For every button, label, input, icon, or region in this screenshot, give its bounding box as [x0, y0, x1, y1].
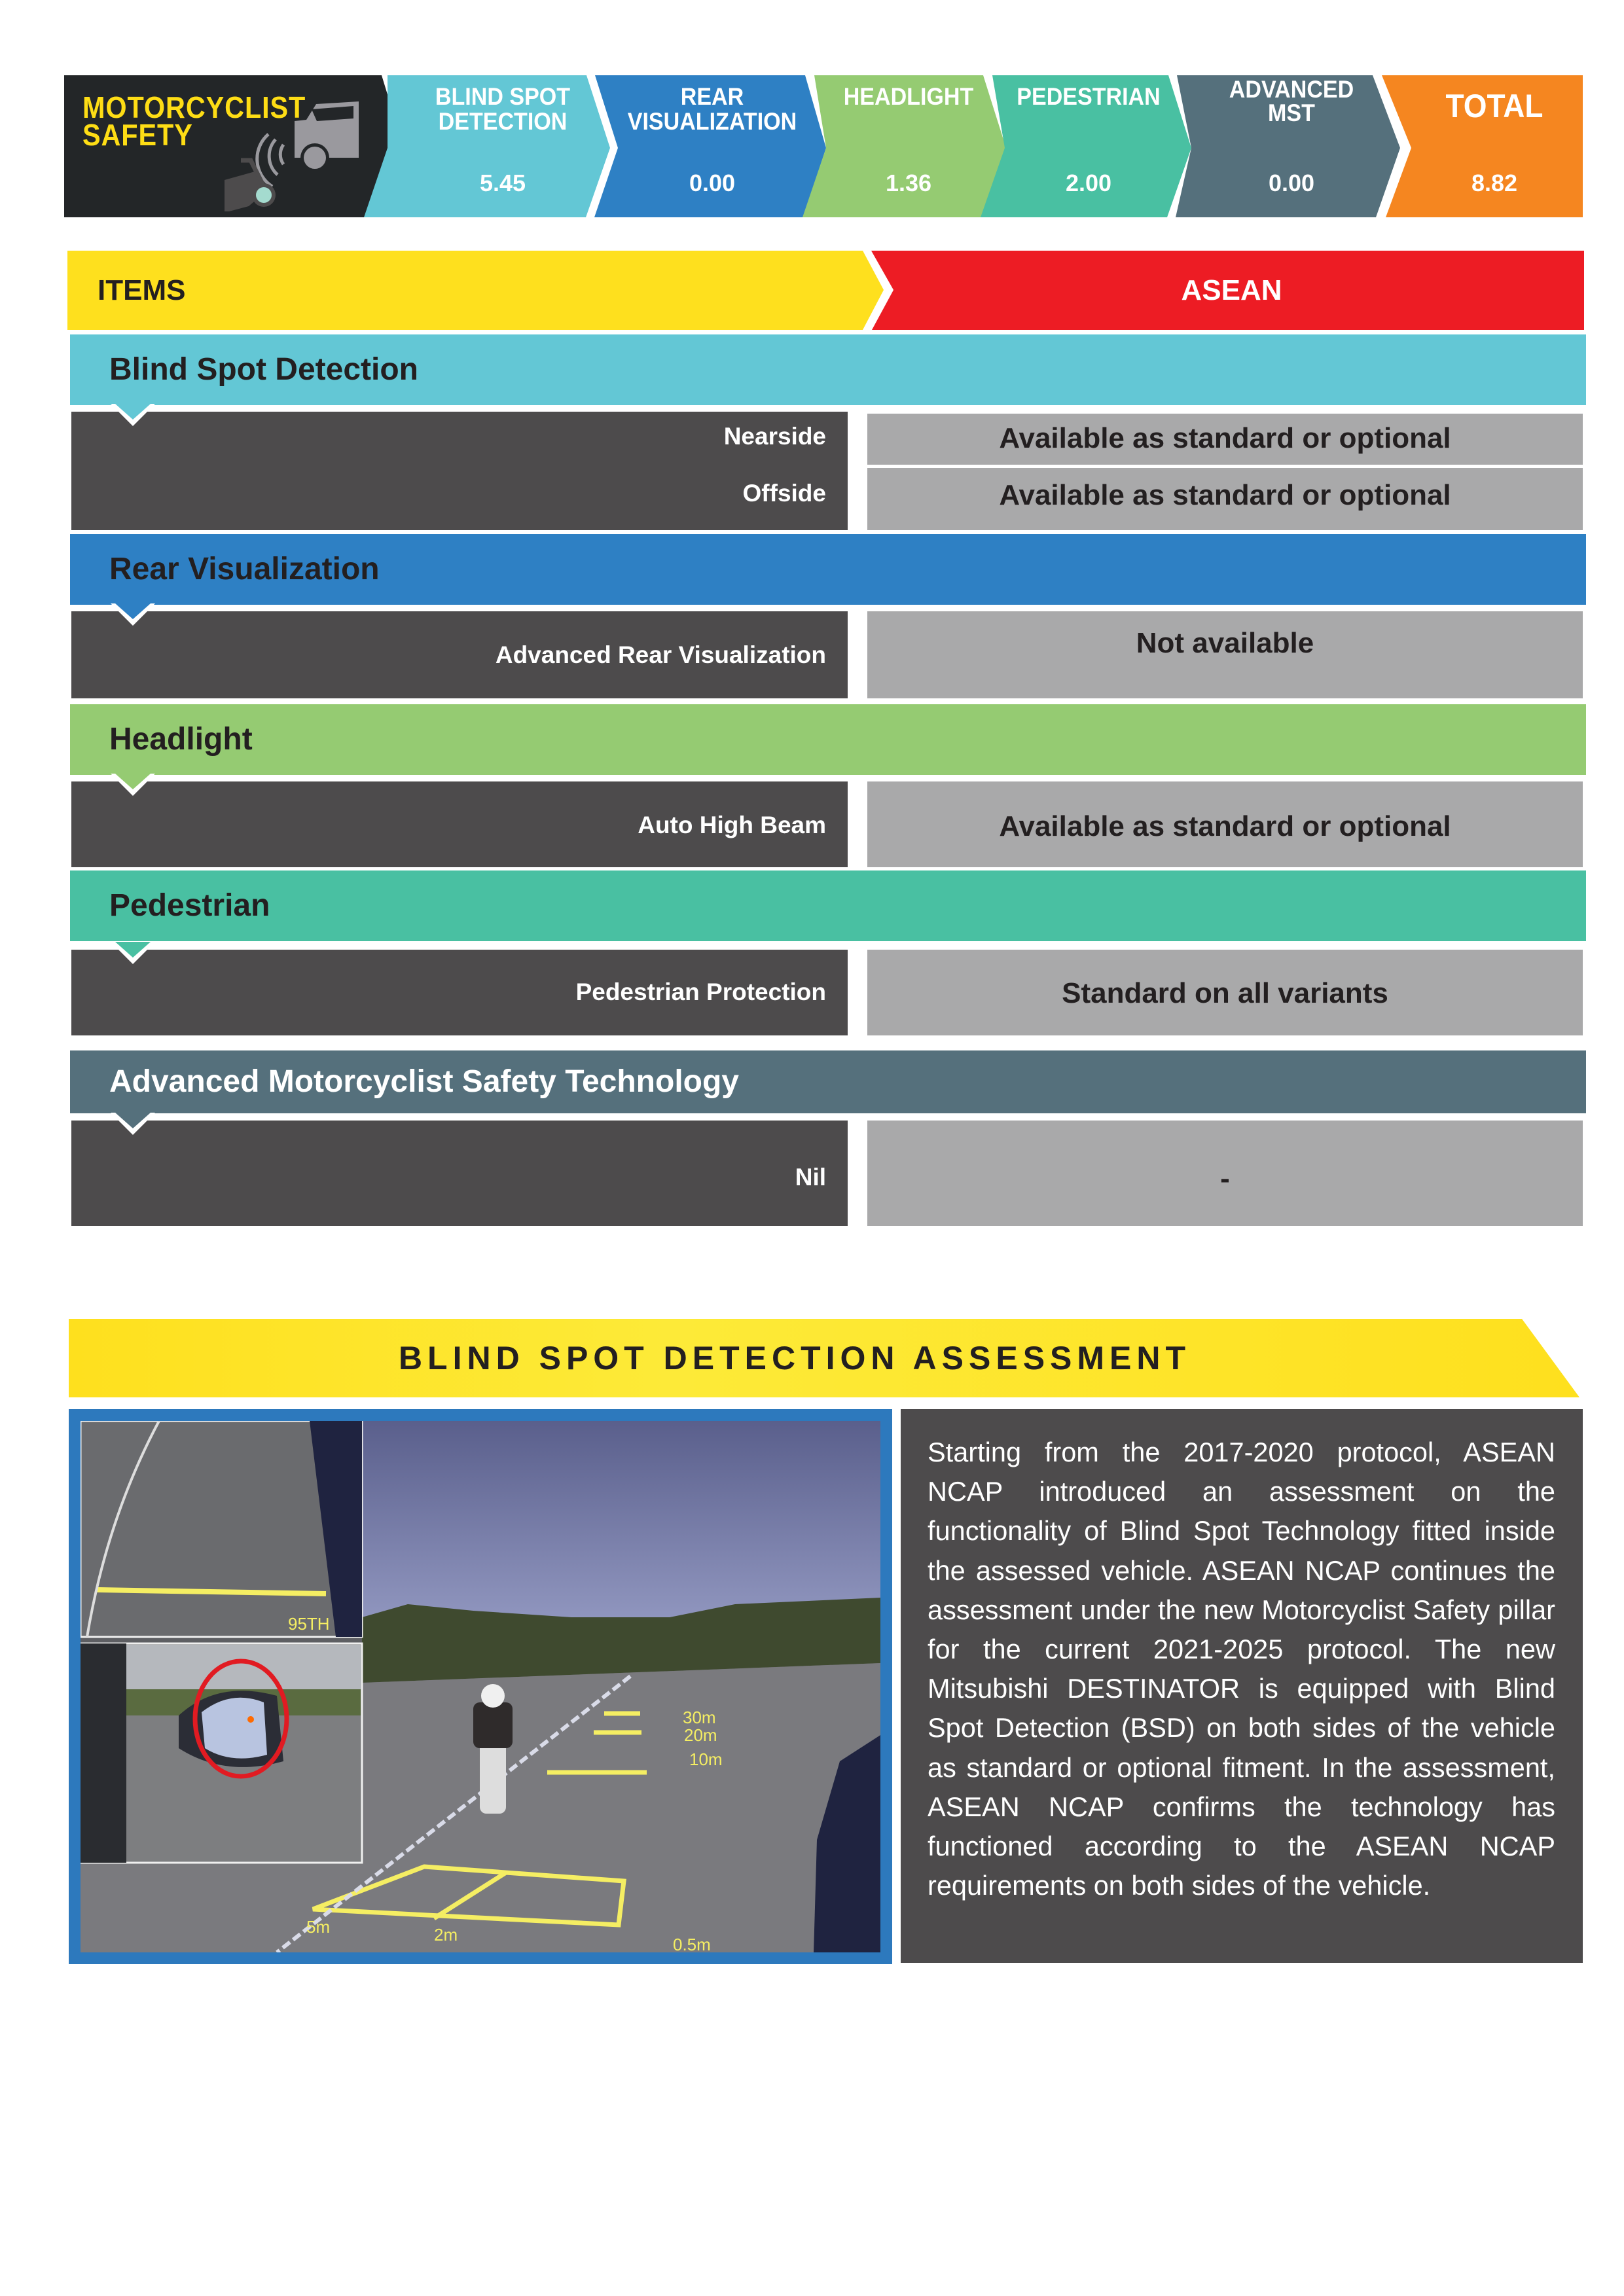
segment-value-rear-visualization: 0.00 — [689, 170, 736, 196]
value-cell — [867, 781, 1583, 867]
segment-label-total: TOTAL — [1445, 88, 1543, 124]
segment-value-total: 8.82 — [1471, 170, 1518, 196]
item-label-pedestrian-protection: Pedestrian Protection — [575, 978, 826, 1005]
value-cell — [867, 1121, 1583, 1226]
inset-mirror-warning — [81, 1643, 362, 1863]
category-title: Rear Visualization — [109, 552, 380, 586]
segment-label-rear-visualization — [622, 84, 803, 134]
segment-label-line: ADVANCED — [1229, 76, 1354, 103]
photo-label-95th: 95TH — [288, 1614, 330, 1634]
assessment-photo — [81, 1421, 880, 1952]
notch-arrow-fill — [115, 774, 151, 789]
logo-title — [82, 90, 306, 152]
item-label-auto-high-beam: Auto High Beam — [638, 812, 826, 838]
segment-value-advanced-mst: 0.00 — [1268, 170, 1315, 196]
segment-label-line: VISUALIZATION — [627, 108, 797, 135]
items-cell-advanced-mst — [71, 1121, 848, 1226]
assessment-banner — [69, 1319, 1579, 1397]
items-cell-blind-spot — [71, 412, 848, 530]
items-header-bg — [67, 251, 884, 330]
segment-label-blind-spot — [412, 84, 593, 134]
blind-spot-warning-light — [247, 1716, 254, 1723]
notch-arrow-fill — [115, 404, 151, 420]
segment-value-blind-spot: 5.45 — [479, 170, 526, 196]
segment-label-line: BLIND SPOT — [435, 83, 571, 110]
item-label-nil: Nil — [795, 1164, 826, 1191]
value-cell — [867, 611, 1583, 698]
items-cell-pedestrian — [71, 950, 848, 1035]
item-label-nearside: Nearside — [723, 423, 826, 450]
category-bar-rear-visualization — [70, 534, 1586, 605]
items-cell-rear-visualization — [71, 611, 848, 698]
value-cell — [867, 468, 1583, 530]
segment-label-line: PEDESTRIAN — [1017, 83, 1161, 110]
photo-label-30m: 30m — [683, 1708, 716, 1727]
assessment-description-box — [901, 1409, 1583, 1963]
logo-title-line1: MOTORCYCLIST — [82, 90, 306, 124]
value-pedestrian-protection: Standard on all variants — [1062, 977, 1388, 1009]
value-offside: Available as standard or optional — [999, 479, 1451, 511]
photo-label-2m: 2m — [434, 1925, 458, 1945]
value-nil: - — [1220, 1162, 1230, 1194]
category-title: Advanced Motorcyclist Safety Technology — [109, 1064, 739, 1099]
value-auto-high-beam: Available as standard or optional — [999, 810, 1451, 842]
table-header — [67, 251, 1584, 330]
segment-value-headlight: 1.36 — [885, 170, 932, 196]
category-title: Pedestrian — [109, 888, 270, 923]
value-cell — [867, 950, 1583, 1035]
photo-label-left: 5m — [306, 1917, 331, 1937]
category-title: Blind Spot Detection — [109, 352, 418, 387]
category-bar-advanced-mst — [70, 1050, 1586, 1113]
category-bar-headlight — [70, 704, 1586, 775]
assessment-description: Starting from the 2017-2020 protocol, ASEAN NCAP introduced an assessment on the functionality of Blind Spot Technology fitted inside the assessed vehicle. ASEAN NCAP continues the assessment under the new Motorcyclist Safety pillar for the current 2021-2025 protocol. The new Mitsubishi DESTINATOR is equipped with Blind Spot Detection (BSD) on both sides of the vehicle as standard or optional fitment. In the assessment, ASEAN NCAP confirms the technology has functioned according to the ASEAN NCAP requirements on both sides of the vehicle. — [928, 1437, 1555, 1901]
inset-camera-top — [81, 1421, 362, 1637]
value-nearside: Available as standard or optional — [999, 422, 1451, 454]
item-label-advanced-rear-visualization: Advanced Rear Visualization — [495, 641, 826, 668]
assessment-photo-frame — [69, 1409, 892, 1964]
segment-label-line: HEADLIGHT — [843, 83, 974, 110]
category-bar-blind-spot-detection — [70, 334, 1586, 405]
score-summary-bar — [64, 75, 1583, 217]
notch-arrow-fill — [115, 1113, 151, 1128]
segment-label-line: REAR — [680, 83, 744, 110]
photo-label-10m: 10m — [689, 1749, 723, 1769]
logo-title-line2: SAFETY — [82, 118, 193, 152]
category-bar-pedestrian — [70, 870, 1586, 941]
photo-label-20m: 20m — [684, 1725, 717, 1745]
region-column-header: ASEAN — [1181, 274, 1282, 306]
photo-illustration — [81, 1421, 880, 1952]
notch-arrow-fill — [115, 942, 151, 958]
item-label-offside: Offside — [742, 480, 826, 507]
photo-label-0-5m: 0.5m — [673, 1935, 711, 1952]
assessment-title: BLIND SPOT DETECTION ASSESSMENT — [398, 1340, 1191, 1376]
segment-label-line: DETECTION — [438, 108, 568, 135]
segment-label-headlight — [830, 84, 986, 109]
segment-label-pedestrian — [1007, 84, 1170, 109]
items-column-header: ITEMS — [98, 274, 186, 306]
segment-label-advanced-mst — [1204, 78, 1379, 125]
segment-value-pedestrian: 2.00 — [1065, 170, 1112, 196]
value-advanced-rear-visualization: Not available — [1136, 627, 1314, 659]
segment-label-line: MST — [1268, 99, 1315, 126]
items-cell-headlight — [71, 781, 848, 867]
category-title: Headlight — [109, 722, 253, 757]
notch-arrow-fill — [115, 603, 151, 619]
value-cell — [867, 414, 1583, 465]
